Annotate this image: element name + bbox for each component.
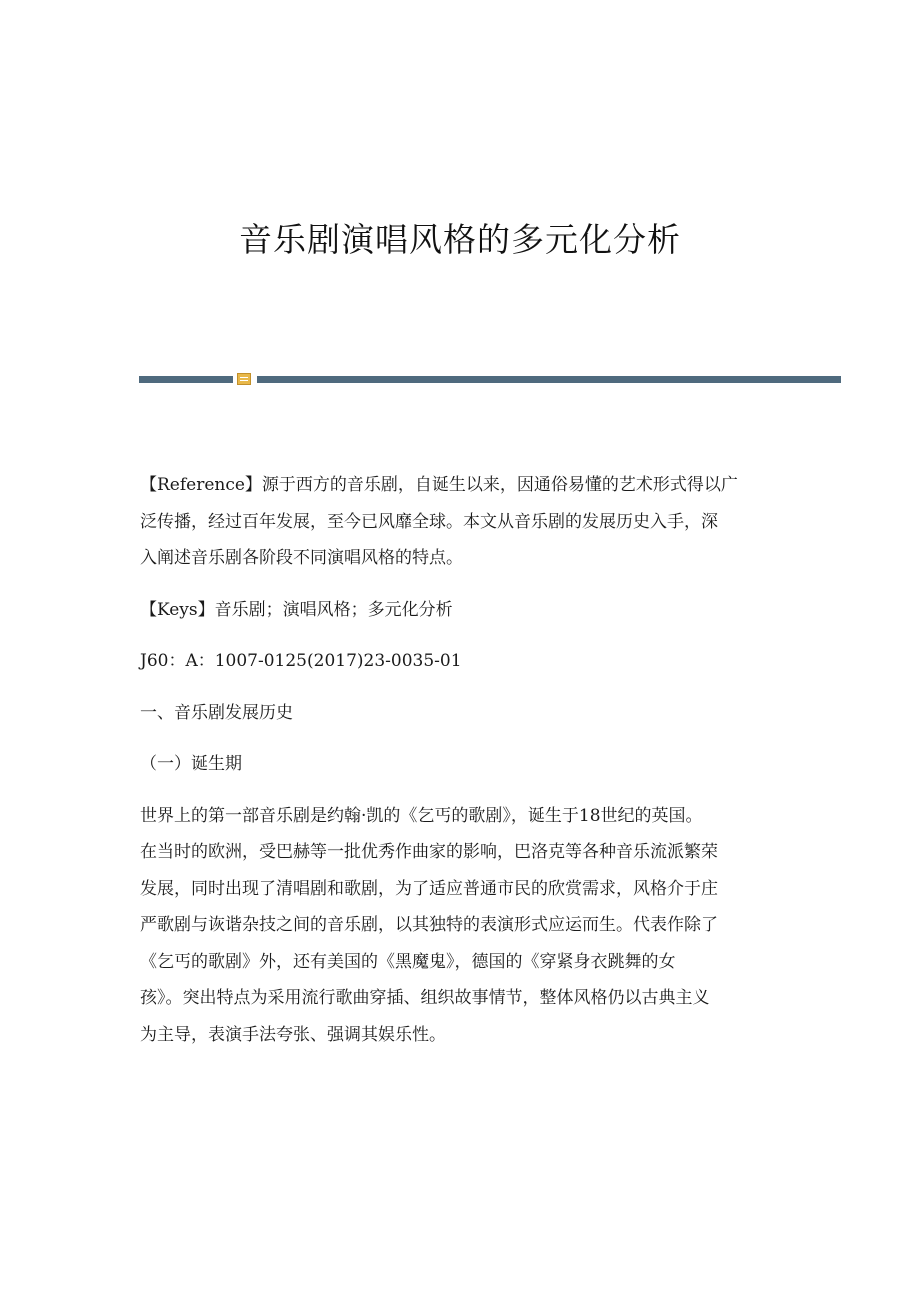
divider-bar-left <box>139 376 233 383</box>
document-body <box>140 467 780 1053</box>
body-paragraph <box>140 798 780 1054</box>
classification-line: J60：A：1007-0125(2017)23-0035-01 <box>140 651 462 671</box>
subsection-heading: （一）诞生期 <box>140 754 242 774</box>
divider-ornament-icon <box>237 373 251 385</box>
abstract-line: 【Reference】源于西方的音乐剧，自诞生以来，因通俗易懂的艺术形式得以广 <box>140 475 738 495</box>
section-heading: 一、音乐剧发展历史 <box>140 702 293 723</box>
keywords-line: 【Keys】音乐剧；演唱风格；多元化分析 <box>140 599 453 620</box>
body-line: 《乞丐的歌剧》外，还有美国的《黑魔鬼》，德国的《穿紧身衣跳舞的女 <box>140 951 676 972</box>
abstract-paragraph <box>140 467 780 577</box>
document-title: 音乐剧演唱风格的多元化分析 <box>239 220 681 259</box>
abstract-line: 入阐述音乐剧各阶段不同演唱风格的特点。 <box>140 548 463 568</box>
body-line: 在当时的欧洲，受巴赫等一批优秀作曲家的影响，巴洛克等各种音乐流派繁荣 <box>140 842 718 862</box>
body-line: 为主导，表演手法夸张、强调其娱乐性。 <box>140 1024 446 1045</box>
body-line: 世界上的第一部音乐剧是约翰·凯的《乞丐的歌剧》，诞生于18世纪的英国。 <box>140 805 703 826</box>
title-divider <box>139 373 841 385</box>
divider-bar-right <box>257 376 841 383</box>
body-line: 发展，同时出现了清唱剧和歌剧，为了适应普通市民的欣赏需求，风格介于庄 <box>140 878 718 899</box>
body-line: 严歌剧与诙谐杂技之间的音乐剧，以其独特的表演形式应运而生。代表作除了 <box>140 915 718 935</box>
body-line: 孩》。突出特点为采用流行歌曲穿插、组织故事情节，整体风格仍以古典主义 <box>140 988 710 1008</box>
abstract-line: 泛传播，经过百年发展，至今已风靡全球。本文从音乐剧的发展历史入手，深 <box>140 511 718 532</box>
